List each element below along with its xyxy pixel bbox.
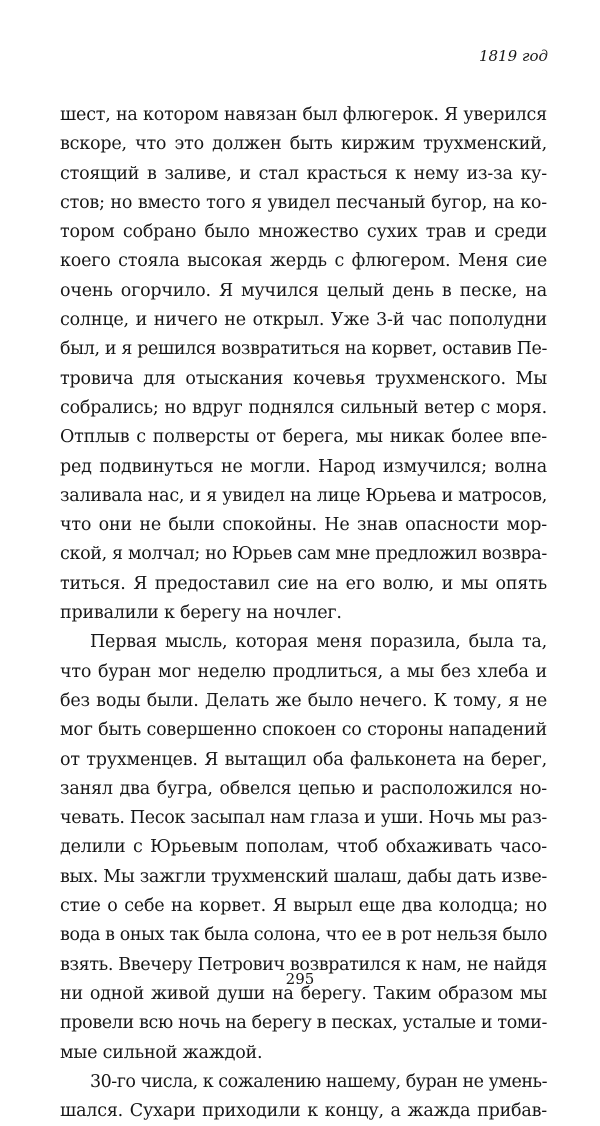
text-line: ред подвинуться не могли. Народ измучился; волна <box>60 456 547 477</box>
text-line: был, и я решился возвратиться на корвет, оставив Пе- <box>60 339 547 360</box>
text-line: занял два бугра, обвелся цепью и расположился но- <box>60 778 547 799</box>
text-line: шест, на котором навязан был флюгерок. Я уверился <box>60 105 547 125</box>
text-line: стоящий в заливе, и стал красться к нему из-за ку- <box>60 163 547 184</box>
text-line: что они не были спокойны. Не знав опасности мор- <box>60 515 547 536</box>
text-line: вых. Мы зажгли трухменский шалаш, дабы дать изве- <box>60 866 547 887</box>
text-line: делили с Юрьевым пополам, чтоб обхаживать часо- <box>60 837 547 858</box>
text-line: вода в оных так была солона, что ее в рот нельзя было <box>60 925 547 946</box>
text-line: стов; но вместо того я увидел песчаный бугор, на ко- <box>60 192 547 213</box>
text-line: Отплыв с полверсты от берега, мы никак более впе- <box>60 427 547 448</box>
text-line: провели всю ночь на берегу в песках, усталые и томи- <box>60 1013 547 1034</box>
text-line: взять. Ввечеру Петрович возвратился к нам, не найдя <box>60 954 547 975</box>
text-line: титься. Я предоставил сие на его волю, и мы опять <box>60 573 547 594</box>
text-line: тровича для отыскания кочевья трухменского. Мы <box>60 368 547 389</box>
text-line: мые сильной жаждой. <box>60 1042 263 1063</box>
text-line: стие о себе на корвет. Я вырыл еще два колодца; но <box>60 896 547 917</box>
text-line: вскоре, что это должен быть киржим трухменский, <box>60 134 547 155</box>
text-line: ской, я молчал; но Юрьев сам мне предложил возвра- <box>60 544 547 565</box>
text-line: заливала нас, и я увидел на лице Юрьева и матросов, <box>60 485 547 506</box>
text-line: солнце, и ничего не открыл. Уже 3-й час пополудни <box>60 310 547 331</box>
text-line: без воды были. Делать же было нечего. К тому, я не <box>60 690 547 711</box>
text-line: тором собрано было множество сухих трав и среди <box>60 222 547 243</box>
text-line: мог быть совершенно спокоен со стороны нападений <box>60 720 547 741</box>
paragraph-first-line: Первая мысль, которая меня поразила, была та, <box>90 632 547 653</box>
text-line: коего стояла высокая жердь с флюгером. Меня сие <box>60 251 547 272</box>
text-line: что буран мог неделю продлиться, а мы без хлеба и <box>60 661 547 682</box>
text-line: шался. Сухари приходили к концу, а жажда прибав- <box>60 1101 547 1122</box>
text-line: очень огорчило. Я мучился целый день в песке, на <box>60 280 547 301</box>
text-line: привалили к берегу на ночлег. <box>60 603 342 624</box>
text-line: ни одной живой души на берегу. Таким образом мы <box>60 983 547 1004</box>
text-line: от трухменцев. Я вытащил оба фальконета на берег, <box>60 749 547 770</box>
text-line: собрались; но вдруг поднялся сильный ветер с моря. <box>60 397 547 418</box>
paragraph-first-line: 30-го числа, к сожалению нашему, буран не умень- <box>90 1071 547 1092</box>
page-number: 295 <box>285 970 315 988</box>
text-line: чевать. Песок засыпал нам глаза и уши. Ночь мы раз- <box>60 808 547 829</box>
running-head-title: 1819 год <box>478 47 548 65</box>
